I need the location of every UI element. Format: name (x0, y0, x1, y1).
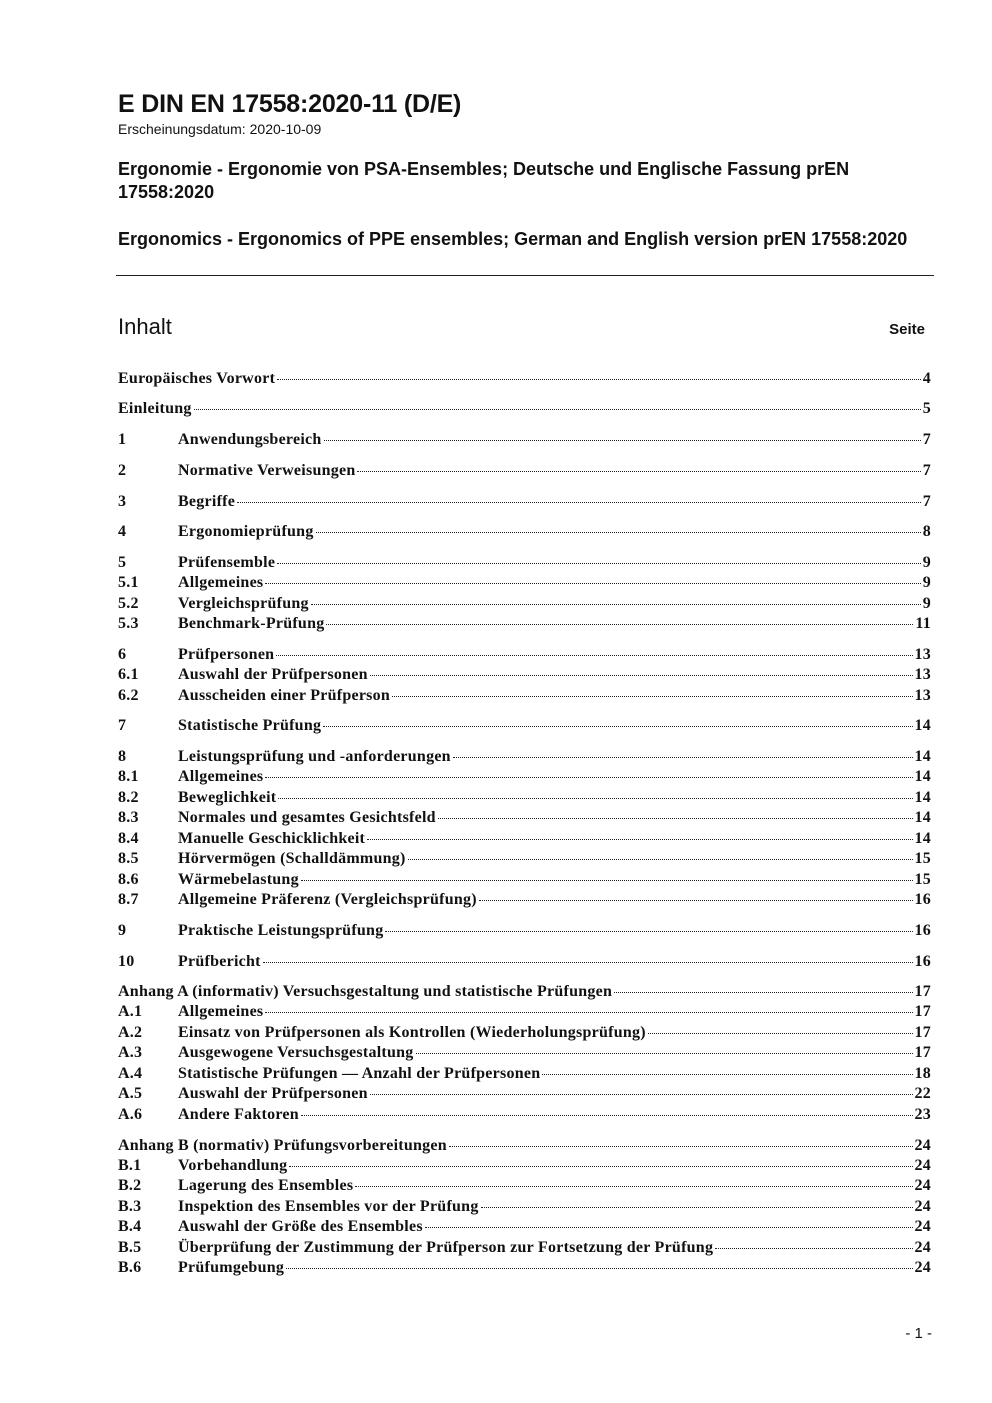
toc-entry[interactable] (118, 523, 931, 543)
toc-entry[interactable] (118, 789, 931, 809)
toc-dot-leader (392, 696, 912, 697)
toc-entry-number: B.1 (118, 1157, 142, 1174)
toc-entry-number: 8 (118, 748, 127, 765)
toc-dot-leader (301, 880, 913, 881)
toc-entry[interactable] (118, 1044, 931, 1064)
toc-entry-title: Prüfpersonen (178, 646, 275, 663)
toc-entry-number: B.4 (118, 1218, 142, 1235)
toc-dot-leader (438, 818, 913, 819)
toc-dot-leader (265, 583, 920, 584)
toc-dot-leader (357, 471, 920, 472)
toc-entry-number: 8.4 (118, 830, 139, 847)
toc-page-column-heading: Seite (889, 321, 925, 338)
toc-entry-number: 8.7 (118, 891, 139, 908)
toc-entry[interactable] (118, 717, 931, 737)
toc-entry-title: Andere Faktoren (178, 1106, 299, 1123)
toc-dot-leader (425, 1227, 913, 1228)
toc-entry-number: 4 (118, 523, 127, 540)
toc-entry-title: Benchmark-Prüfung (178, 615, 325, 632)
toc-dot-leader (265, 777, 912, 778)
toc-entry-number: B.3 (118, 1198, 142, 1215)
toc-entry-page: 14 (914, 830, 931, 847)
toc-dot-leader (194, 409, 921, 410)
toc-entry[interactable] (118, 748, 931, 768)
toc-entry-title: Leistungsprüfung und -anforderungen (178, 748, 451, 765)
toc-entry-number: A.6 (118, 1106, 143, 1123)
toc-entry[interactable] (118, 850, 931, 870)
toc-dot-leader (408, 859, 913, 860)
toc-entry-page: 7 (922, 431, 931, 448)
toc-entry[interactable] (118, 1065, 931, 1085)
toc-entry-title: Normales und gesamtes Gesichtsfeld (178, 809, 436, 826)
toc-entry-title: Vergleichsprüfung (178, 595, 309, 612)
document-title: E DIN EN 17558:2020-11 (D/E) (118, 90, 462, 118)
toc-entry[interactable] (118, 1177, 931, 1197)
toc-entry-page: 17 (914, 1024, 931, 1041)
toc-entry-page: 24 (914, 1218, 931, 1235)
publication-date (118, 121, 321, 137)
toc-dot-leader (370, 675, 913, 676)
toc-entry-page: 17 (914, 1003, 931, 1020)
toc-dot-leader (481, 1207, 913, 1208)
toc-entry-title: Begriffe (178, 493, 236, 510)
toc-dot-leader (237, 502, 921, 503)
toc-dot-leader (263, 962, 913, 963)
toc-entry-title: Auswahl der Größe des Ensembles (178, 1218, 423, 1235)
toc-entry-title: Wärmebelastung (178, 871, 299, 888)
toc-entry-page: 16 (914, 922, 931, 939)
toc-entry-number: 8.1 (118, 768, 139, 785)
toc-entry-number: 8.5 (118, 850, 139, 867)
toc-entry-number: 1 (118, 431, 127, 448)
toc-entry-page: 13 (914, 646, 931, 663)
toc-entry-title: Prüfensemble (178, 554, 276, 571)
toc-entry[interactable] (118, 1157, 931, 1177)
toc-entry[interactable] (118, 1198, 931, 1218)
toc-dot-leader (286, 1268, 912, 1269)
toc-dot-leader (323, 726, 912, 727)
toc-entry-page: 24 (914, 1259, 931, 1276)
toc-entry-number: A.3 (118, 1044, 143, 1061)
toc-entry-number: 8.6 (118, 871, 139, 888)
toc-entry-number: 10 (118, 953, 135, 970)
toc-dot-leader (614, 992, 912, 993)
toc-entry-title: Lagerung des Ensembles (178, 1177, 354, 1194)
toc-entry-number: B.2 (118, 1177, 142, 1194)
toc-entry-number: A.4 (118, 1065, 143, 1082)
title-english: Ergonomics - Ergonomics of PPE ensembles; German and English version prEN 17558:2020 (118, 229, 908, 249)
toc-dot-leader (449, 1146, 913, 1147)
toc-entry-title: Einsatz von Prüfpersonen als Kontrollen (Wiederholungsprüfung) (178, 1024, 646, 1041)
toc-entry-number: A.2 (118, 1024, 143, 1041)
toc-entry-page: 9 (922, 574, 931, 591)
toc-entry-number: 2 (118, 462, 127, 479)
toc-entry-title: Inspektion des Ensembles vor der Prüfung (178, 1198, 479, 1215)
toc-entry-title: Statistische Prüfungen — Anzahl der Prüfpersonen (178, 1065, 541, 1082)
toc-entry-title: Überprüfung der Zustimmung der Prüfperson zur Fortsetzung der Prüfung (178, 1239, 714, 1256)
toc-entry-page: 7 (922, 462, 931, 479)
toc-dot-leader (542, 1074, 912, 1075)
toc-entry-page: 15 (914, 850, 931, 867)
toc-dot-leader (385, 931, 912, 932)
toc-entry-title: Beweglichkeit (178, 789, 277, 806)
toc-entry[interactable] (118, 1239, 931, 1259)
toc-entry-page: 24 (914, 1198, 931, 1215)
toc-entry[interactable] (118, 871, 931, 891)
toc-entry-page: 7 (922, 493, 931, 510)
toc-entry[interactable] (118, 1106, 931, 1126)
toc-entry-page: 22 (914, 1085, 931, 1102)
toc-entry-title: Anhang A (informativ) Versuchsgestaltung und statistische Prüfungen (118, 983, 613, 1000)
toc-entry[interactable] (118, 462, 931, 482)
toc-entry[interactable] (118, 370, 931, 390)
toc-entry-page: 14 (914, 809, 931, 826)
toc-entry[interactable] (118, 953, 931, 973)
toc-entry[interactable] (118, 830, 931, 850)
toc-entry[interactable] (118, 431, 931, 451)
toc-entry-number: 5.1 (118, 574, 139, 591)
toc-entry-title: Vorbehandlung (178, 1157, 288, 1174)
toc-entry-title: Normative Verweisungen (178, 462, 356, 479)
toc-entry-number: B.6 (118, 1259, 142, 1276)
toc-entry[interactable] (118, 666, 931, 686)
toc-entry-page: 17 (914, 1044, 931, 1061)
toc-entry[interactable] (118, 400, 931, 420)
toc-entry-page: 14 (914, 748, 931, 765)
toc-dot-leader (276, 655, 912, 656)
toc-dot-leader (311, 604, 921, 605)
toc-entry-page: 9 (922, 554, 931, 571)
toc-dot-leader (355, 1186, 912, 1187)
toc-dot-leader (715, 1248, 912, 1249)
toc-dot-leader (277, 563, 921, 564)
toc-dot-leader (453, 757, 913, 758)
toc-entry-title: Auswahl der Prüfpersonen (178, 1085, 368, 1102)
toc-entry-title: Anhang B (normativ) Prüfungsvorbereitungen (118, 1137, 447, 1154)
toc-entry-page: 8 (922, 523, 931, 540)
toc-entry-number: 5.2 (118, 595, 139, 612)
toc-entry-title: Auswahl der Prüfpersonen (178, 666, 368, 683)
toc-entry-page: 5 (922, 400, 931, 417)
toc-entry-page: 24 (914, 1177, 931, 1194)
toc-entry-number: A.5 (118, 1085, 143, 1102)
toc-entry-title: Europäisches Vorwort (118, 370, 276, 387)
toc-entry-title: Ausgewogene Versuchsgestaltung (178, 1044, 414, 1061)
toc-entry[interactable] (118, 983, 931, 1003)
toc-dot-leader (326, 624, 913, 625)
toc-entry-title: Allgemeines (178, 574, 264, 591)
toc-entry-title: Prüfumgebung (178, 1259, 285, 1276)
toc-dot-leader (370, 1094, 913, 1095)
toc-entry-page: 11 (915, 615, 931, 632)
toc-entry[interactable] (118, 646, 931, 666)
title-german: Ergonomie - Ergonomie von PSA-Ensembles; Deutsche und Englische Fassung prEN 17558:2020 (118, 159, 850, 202)
toc-entry[interactable] (118, 595, 931, 615)
toc-entry-page: 9 (922, 595, 931, 612)
toc-entry[interactable] (118, 1259, 931, 1279)
toc-entry-number: 3 (118, 493, 127, 510)
toc-entry-page: 16 (914, 891, 931, 908)
toc-entry[interactable] (118, 493, 931, 513)
toc-dot-leader (265, 1012, 912, 1013)
toc-dot-leader (277, 379, 921, 380)
toc-dot-leader (367, 839, 912, 840)
toc-entry[interactable] (118, 687, 931, 707)
toc-entry-number: 6.1 (118, 666, 139, 683)
toc-entry-title: Prüfbericht (178, 953, 261, 970)
toc-entry[interactable] (118, 574, 931, 594)
page-number: - 1 - (905, 1325, 932, 1342)
toc-entry[interactable] (118, 768, 931, 788)
toc-entry-title: Allgemeines (178, 768, 264, 785)
toc-dot-leader (278, 798, 912, 799)
header-divider (116, 275, 934, 276)
toc-entry-page: 23 (914, 1106, 931, 1123)
toc-entry-title: Manuelle Geschicklichkeit (178, 830, 366, 847)
toc-entry-number: 5 (118, 554, 127, 571)
toc-entry[interactable] (118, 1085, 931, 1105)
toc-entry-page: 18 (914, 1065, 931, 1082)
toc-entry-number: 7 (118, 717, 127, 734)
toc-dot-leader (316, 532, 921, 533)
toc-entry-title: Ausscheiden einer Prüfperson (178, 687, 391, 704)
publication-date-value: 2020-10-09 (249, 121, 322, 137)
toc-entry-page: 24 (914, 1137, 931, 1154)
toc-heading: Inhalt (118, 314, 172, 339)
toc-dot-leader (301, 1115, 913, 1116)
toc-entry-title: Ergonomieprüfung (178, 523, 314, 540)
toc-entry-number: 5.3 (118, 615, 139, 632)
toc-entry-page: 15 (914, 871, 931, 888)
toc-entry-page: 4 (922, 370, 931, 387)
toc-entry-number: 8.2 (118, 789, 139, 806)
toc-entry-title: Einleitung (118, 400, 192, 417)
toc-entry-number: 6.2 (118, 687, 139, 704)
toc-entry[interactable] (118, 1218, 931, 1238)
toc-entry[interactable] (118, 1024, 931, 1044)
toc-entry-page: 13 (914, 687, 931, 704)
toc-entry-page: 14 (914, 789, 931, 806)
toc-entry-title: Allgemeine Präferenz (Vergleichsprüfung) (178, 891, 477, 908)
toc-dot-leader (289, 1166, 912, 1167)
toc-entry-number: A.1 (118, 1003, 143, 1020)
toc-entry-number: 6 (118, 646, 127, 663)
toc-dot-leader (479, 900, 913, 901)
toc-entry-page: 24 (914, 1157, 931, 1174)
toc-dot-leader (416, 1053, 913, 1054)
toc-entry-page: 24 (914, 1239, 931, 1256)
toc-entry-title: Praktische Leistungsprüfung (178, 922, 384, 939)
toc-entry-page: 13 (914, 666, 931, 683)
toc-dot-leader (648, 1033, 913, 1034)
toc-entry-title: Statistische Prüfung (178, 717, 322, 734)
toc-entry-page: 16 (914, 953, 931, 970)
toc-entry-number: B.5 (118, 1239, 142, 1256)
toc-entry[interactable] (118, 1003, 931, 1023)
toc-entry-title: Allgemeines (178, 1003, 264, 1020)
toc-entry[interactable] (118, 615, 931, 635)
toc-entry[interactable] (118, 809, 931, 829)
toc-entry-page: 14 (914, 717, 931, 734)
toc-entry[interactable] (118, 891, 931, 911)
toc-entry-number: 9 (118, 922, 127, 939)
toc-entry[interactable] (118, 922, 931, 942)
toc-entry-number: 8.3 (118, 809, 139, 826)
toc-entry-page: 17 (914, 983, 931, 1000)
toc-entry-title: Anwendungsbereich (178, 431, 322, 448)
publication-date-label: Erscheinungsdatum: (118, 121, 246, 137)
toc-entry[interactable] (118, 1137, 931, 1157)
toc-dot-leader (324, 440, 921, 441)
toc-entry[interactable] (118, 554, 931, 574)
toc-entry-page: 14 (914, 768, 931, 785)
toc-entry-title: Hörvermögen (Schalldämmung) (178, 850, 406, 867)
